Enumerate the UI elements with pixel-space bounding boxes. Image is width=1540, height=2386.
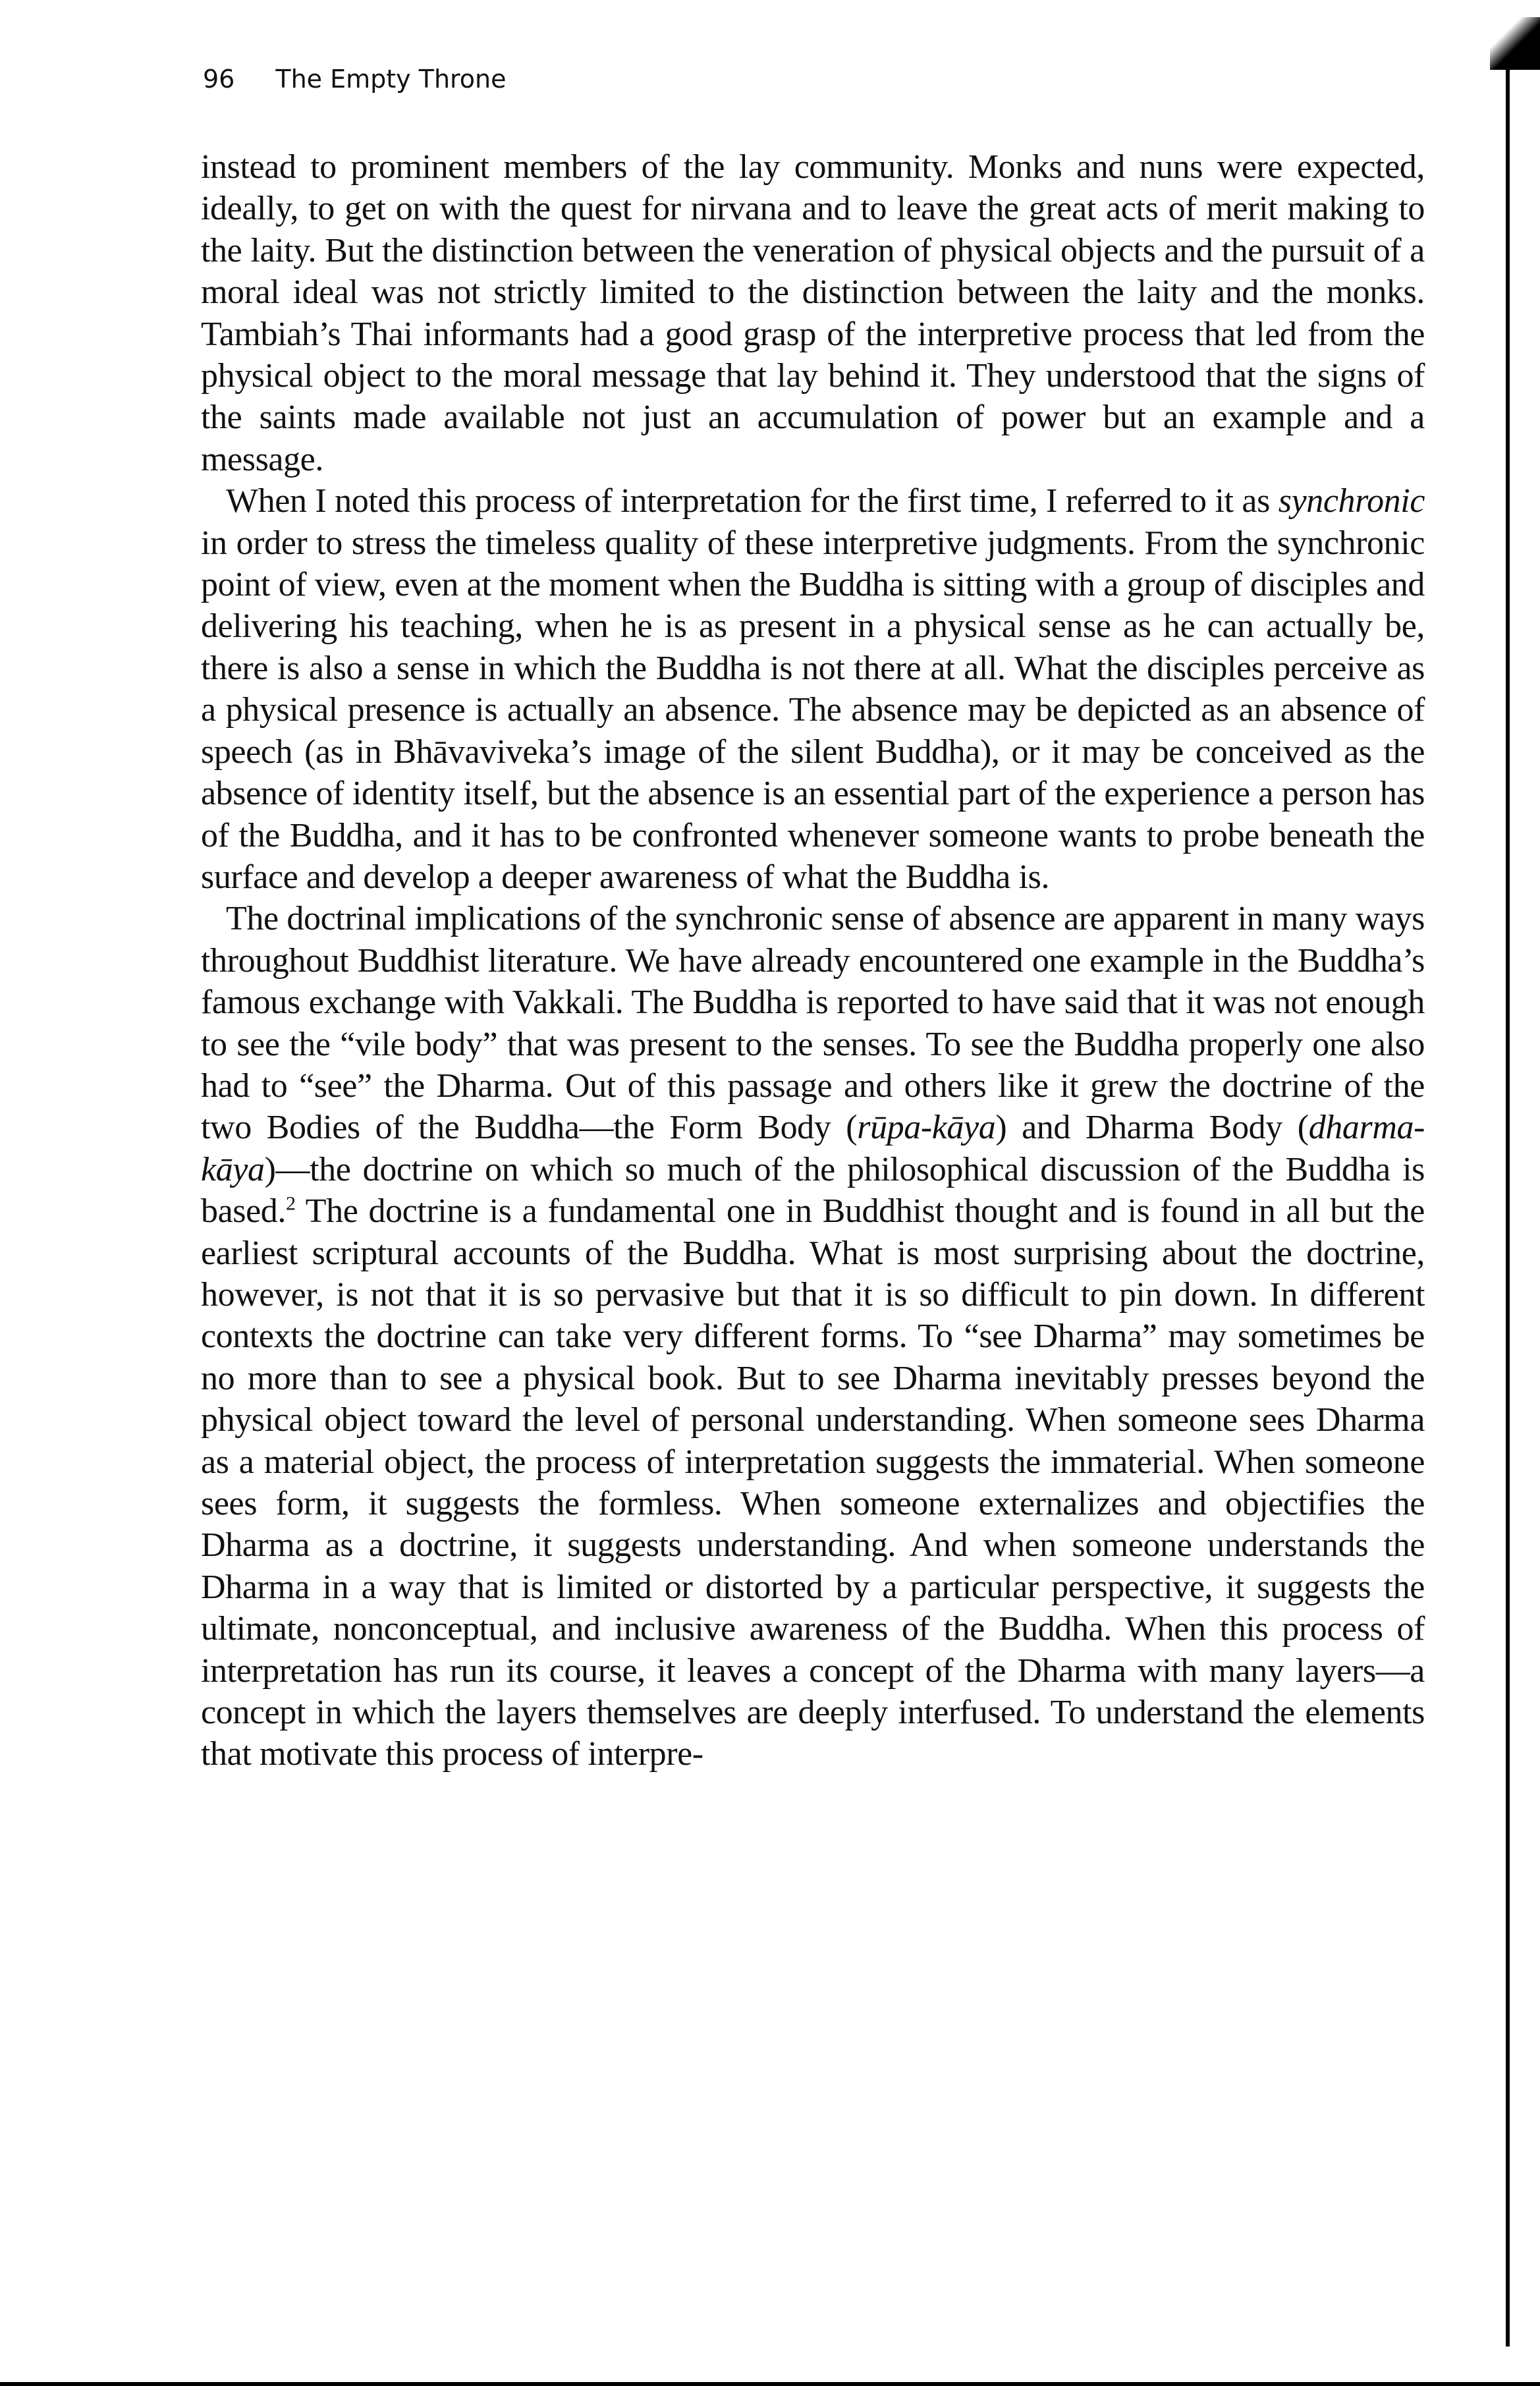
text-run: instead to prominent members of the lay community. Monks and nuns were expected, ideally, to get on with the quest for nirvana and to leave the great acts of merit making to the laity. But the distinction between the veneration of physical objects and the pursuit of a moral ideal was not strictly limited to the distinction between the laity and the monks. Tambiah’s Thai informants had a good grasp of the interpretive process that led from the physical object to the moral message that lay behind it. They understood that the signs of the saints made available not just an accumulation of power but an example and a message.: [201, 148, 1425, 478]
italic-term: synchronic: [1278, 482, 1425, 520]
body-text: [201, 146, 1425, 1775]
text-run: in order to stress the timeless quality of these interpretive judgments. From the synchronic point of view, even at the moment when the Buddha is sitting with a group of disciples and delivering his teaching, when he is as present in a physical sense as he can actually be, there is also a sense in which the Buddha is not there at all. What the disciples perceive as a physical presence is actually an absence. The absence may be depicted as an absence of speech (as in Bhāvaviveka’s image of the silent Buddha), or it may be conceived as the absence of identity itself, but the absence is an essential part of the experience a person has of the Buddha, and it has to be confronted whenever someone wants to probe beneath the surface and develop a deeper awareness of what the Buddha is.: [201, 524, 1425, 896]
text-run: )—the doctrine on which so much of the philosophical discussion of the Buddha is based.: [201, 1150, 1425, 1231]
paragraph: [201, 898, 1425, 1775]
page-edge-border: [1506, 61, 1510, 2346]
text-run: The doctrine is a fundamental one in Buddhist thought and is found in all but the earliest scriptural accounts of the Buddha. What is most surprising about the doctrine, however, is not that it is so pervasive but that it is so difficult to pin down. In different contexts the doctrine can take very different forms. To “see Dharma” may sometimes be no more than to see a physical book. But to see Dharma inevitably presses beyond the physical object toward the level of personal understanding. When someone sees Dharma as a material object, the process of interpretation suggests the immaterial. When someone sees form, it suggests the formless. When someone externalizes and objectifies the Dharma as a doctrine, it suggests understanding. And when someone understands the Dharma in a way that is limited or distorted by a particular perspective, it suggests the ultimate, nonconceptual, and inclusive awareness of the Buddha. When this process of interpretation has run its course, it leaves a concept of the Dharma with many layers—a concept in which the layers themselves are deeply interfused. To understand the elements that motivate this process of interpre-: [201, 1192, 1425, 1773]
paragraph: [201, 480, 1425, 898]
footnote-ref: 2: [286, 1192, 296, 1215]
text-run: ) and Dharma Body (: [995, 1109, 1309, 1147]
paragraph: [201, 146, 1425, 480]
italic-term: dharma-kāya: [201, 1109, 1425, 1188]
text-run: The doctrinal implications of the synchronic sense of absence are apparent in many ways throughout Buddhist literature. We have already encountered one example in the Buddha’s famous exchange with Vakkali. The Buddha is reported to have said that it was not enough to see the “vile body” that was present to the senses. To see the Buddha properly one also had to “see” the Dharma. Out of this passage and others like it grew the doctrine of the two Bodies of the Buddha—the Form Body (: [201, 900, 1425, 1147]
italic-term: rūpa-kāya: [857, 1109, 996, 1147]
bottom-edge-border: [0, 2382, 1540, 2386]
running-header: [203, 65, 507, 94]
running-title: The Empty Throne: [275, 65, 507, 94]
text-run: When I noted this process of interpretation for the first time, I referred to it as: [226, 482, 1279, 520]
page-number: 96: [203, 65, 235, 94]
page-edge-shadow: [1490, 17, 1540, 70]
